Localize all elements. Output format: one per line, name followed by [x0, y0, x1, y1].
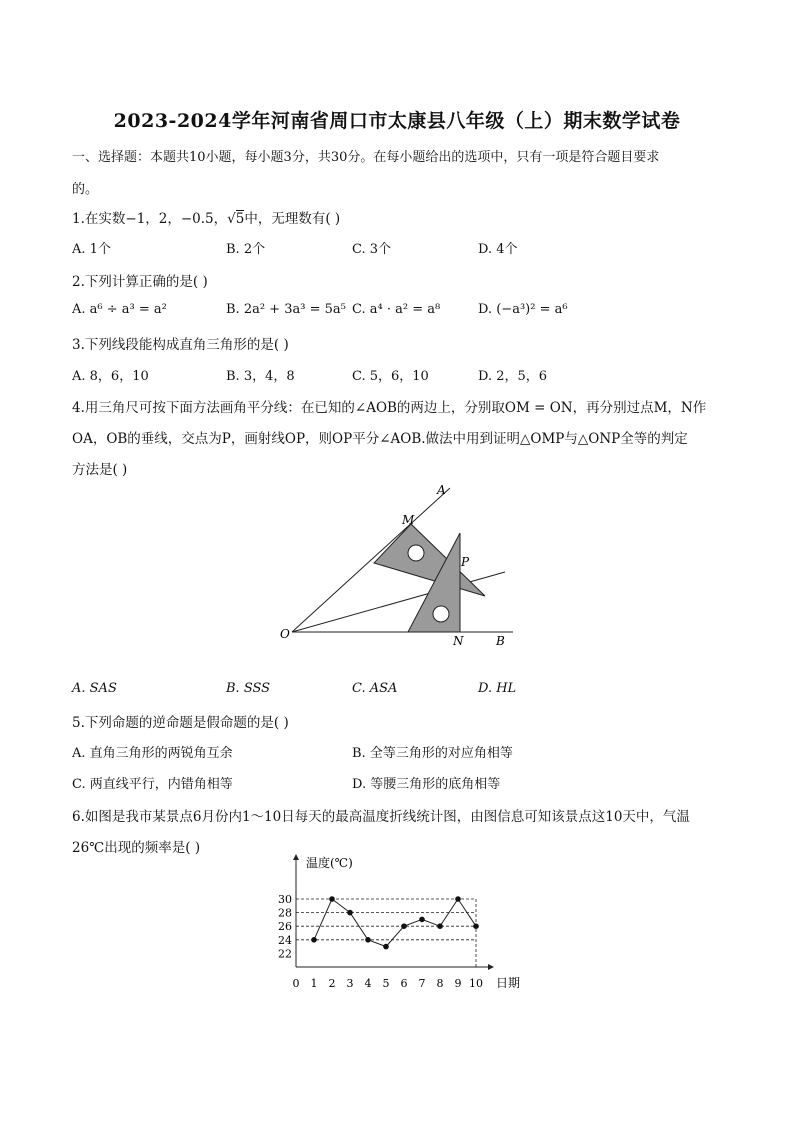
q1-stem-part-b: 中，无理数有( ) — [244, 211, 341, 227]
x-axis-arrow — [488, 964, 494, 970]
q3-option-a: A. 8，6，10 — [72, 369, 149, 384]
q4-option-d: D. HL — [478, 681, 517, 696]
q1-option-d: D. 4个 — [478, 242, 518, 257]
x-axis-label: 日期 — [496, 976, 521, 990]
q3-option-c: C. 5，6，10 — [352, 369, 429, 384]
x-tick-6: 6 — [400, 977, 408, 990]
set-square-lower-hole — [433, 606, 449, 622]
y-axis-arrow — [293, 854, 299, 860]
question-5-stem: 5.下列命题的逆命题是假命题的是( ) — [72, 715, 289, 731]
q2-option-a: A. a⁶ ÷ a³ = a² — [72, 302, 167, 317]
data-point-day-2 — [329, 896, 335, 902]
q1-stem-part-a: 1.在实数−1，2，−0.5， — [72, 211, 228, 227]
section-header-line1: 一、选择题：本题共10小题，每小题3分，共30分。在每小题给出的选项中，只有一项是符合题目要求 — [72, 150, 660, 165]
data-point-day-5 — [383, 944, 389, 950]
angle-bisector-figure — [270, 480, 530, 655]
x-tick-3: 3 — [346, 977, 354, 990]
q3-option-d: D. 2，5，6 — [478, 369, 548, 384]
data-point-day-4 — [365, 937, 371, 943]
x-tick-5: 5 — [382, 977, 390, 990]
q5-option-a: A. 直角三角形的两锐角互余 — [72, 746, 233, 761]
q4-option-c: C. ASA — [352, 681, 398, 696]
question-4-line1: 4.用三角尺可按下面方法画角平分线：在已知的∠AOB的两边上，分别取OM = ON，再分别过点M，N作 — [72, 400, 707, 416]
y-tick-22: 22 — [278, 947, 292, 961]
temperature-line-chart — [270, 852, 530, 997]
q2-option-c: C. a⁴ · a² = a⁸ — [352, 302, 441, 317]
data-point-day-3 — [347, 910, 353, 916]
q1-option-b: B. 2个 — [226, 242, 266, 257]
question-4-line2: OA，OB的垂线，交点为P，画射线OP，则OP平分∠AOB.做法中用到证明△OMP与△ONP全等的判定 — [72, 431, 688, 447]
question-6-line1: 6.如图是我市某景点6月份内1～10日每天的最高温度折线统计图，由图信息可知该景点这10天中，气温 — [72, 809, 690, 825]
label-m: M — [402, 513, 415, 527]
q1-option-c: C. 3个 — [352, 242, 392, 257]
data-point-day-10 — [473, 923, 479, 929]
q4-option-a: A. SAS — [72, 681, 117, 696]
label-b: B — [496, 634, 505, 648]
page-title: 2023-2024学年河南省周口市太康县八年级（上）期末数学试卷 — [113, 110, 681, 132]
q1-option-a: A. 1个 — [72, 242, 111, 257]
x-tick-8: 8 — [436, 977, 444, 990]
data-point-day-1 — [311, 937, 317, 943]
set-square-upper-hole — [408, 545, 424, 561]
chart-gridlines — [296, 899, 476, 967]
x-tick-4: 4 — [364, 977, 372, 990]
data-points — [311, 896, 479, 949]
ray-op — [292, 572, 505, 632]
question-6-line2: 26℃出现的频率是( ) — [72, 840, 201, 856]
y-tick-labels — [278, 893, 292, 960]
q5-option-b: B. 全等三角形的对应角相等 — [352, 746, 513, 761]
label-n: N — [453, 634, 464, 648]
q4-option-b: B. SSS — [226, 681, 271, 696]
sqrt-sign: √ — [227, 211, 236, 227]
x-tick-7: 7 — [418, 977, 426, 990]
question-3-stem: 3.下列线段能构成直角三角形的是( ) — [72, 337, 289, 353]
q1-sqrt-radicand: 5 — [235, 211, 245, 227]
question-4-line3: 方法是( ) — [72, 462, 128, 478]
y-tick-26: 26 — [278, 920, 292, 934]
q5-option-c: C. 两直线平行，内错角相等 — [72, 777, 233, 792]
x-tick-0: 0 — [292, 977, 300, 990]
x-tick-labels — [293, 977, 484, 990]
label-p: P — [461, 555, 470, 569]
data-point-day-8 — [437, 923, 443, 929]
q3-option-b: B. 3，4，8 — [226, 369, 295, 384]
label-a: A — [437, 483, 446, 497]
section-header-line2: 的。 — [72, 182, 99, 197]
x-tick-9: 9 — [454, 977, 462, 990]
q5-option-d: D. 等腰三角形的底角相等 — [352, 777, 501, 792]
y-tick-28: 28 — [278, 906, 292, 920]
x-tick-10: 10 — [469, 977, 483, 990]
y-axis-label: 温度(℃) — [306, 856, 353, 870]
y-tick-24: 24 — [278, 933, 292, 947]
label-o: O — [280, 627, 290, 641]
q2-option-b: B. 2a² + 3a³ = 5a⁵ — [226, 302, 346, 317]
question-2-stem: 2.下列计算正确的是( ) — [72, 274, 208, 290]
x-tick-2: 2 — [328, 977, 336, 990]
data-point-day-6 — [401, 923, 407, 929]
data-point-day-7 — [419, 917, 425, 923]
x-tick-1: 1 — [310, 977, 318, 990]
question-1-stem — [72, 207, 340, 227]
y-tick-30: 30 — [278, 893, 292, 906]
data-point-day-9 — [455, 896, 461, 902]
q2-option-d: D. (−a³)² = a⁶ — [478, 302, 568, 317]
